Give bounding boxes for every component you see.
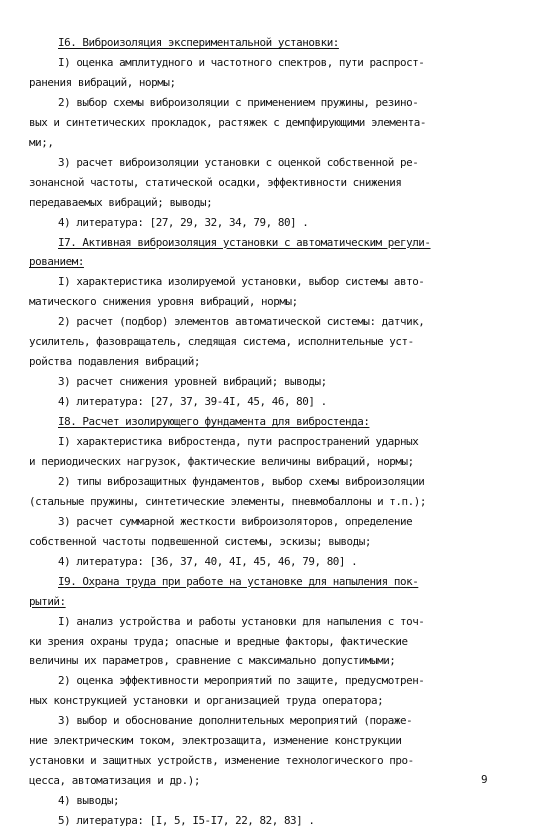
body-text-line: 2) оценка эффективности мероприятий по защите, предусмотрен- xyxy=(58,674,425,688)
body-text-line: усилитель, фазовращатель, следящая система, исполнительные уст- xyxy=(29,335,414,349)
body-text-line: ки зрения охраны труда; опасные и вредные факторы, фактические xyxy=(29,634,408,648)
body-text-line: установки и защитных устройств, изменение технологического про- xyxy=(29,754,414,768)
body-text-line: 3) расчет снижения уровней вибраций; выводы; xyxy=(58,375,327,389)
body-text-line: ми;, xyxy=(29,135,54,149)
body-text-line: и периодических нагрузок, фактические величины вибраций, нормы; xyxy=(29,454,414,468)
body-text-line: зонансной частоты, статической осадки, эффективности снижения xyxy=(29,175,402,189)
body-text-line: ных конструкцией установки и организацией труда оператора; xyxy=(29,694,384,708)
body-text-line: матического снижения уровня вибраций, нормы; xyxy=(29,295,298,309)
body-text-line: I) характеристика изолируемой установки, выбор системы авто- xyxy=(58,275,425,289)
body-text-line: ние электрическим током, электрозащита, изменение конструкции xyxy=(29,734,402,748)
body-text-line: 4) литература: [27, 37, 39-4I, 45, 46, 80] . xyxy=(58,395,327,409)
body-text-line: 3) выбор и обоснование дополнительных мероприятий (пораже- xyxy=(58,714,413,728)
body-text-line: 3) расчет суммарной жесткости виброизоляторов, определение xyxy=(58,514,413,528)
body-text-line: I) анализ устройства и работы установки для напыления с точ- xyxy=(58,614,425,628)
section-heading-line: I9. Охрана труда при работе на установке для напыления пок- xyxy=(58,574,419,588)
body-text-line: 4) выводы; xyxy=(58,794,120,808)
body-text-line: 3) расчет виброизоляции установки с оценкой собственной ре- xyxy=(58,155,419,169)
section-heading-line: I8. Расчет изолирующего фундамента для вибростенда: xyxy=(58,415,370,429)
page-number: 9 xyxy=(481,773,488,786)
body-text-line: I) оценка амплитудного и частотного спектров, пути распрост- xyxy=(58,55,425,69)
body-text-line: цесса, автоматизация и др.); xyxy=(29,774,200,788)
body-text-line: I) характеристика вибростенда, пути распространений ударных xyxy=(58,435,419,448)
body-text-line: 4) литература: [36, 37, 40, 4I, 45, 46, 79, 80] . xyxy=(58,554,358,568)
body-text-line: 5) литература: [I, 5, I5-I7, 22, 82, 83] . xyxy=(58,814,315,828)
body-text-line: 2) типы виброзащитных фундаментов, выбор схемы виброизоляции xyxy=(58,474,425,488)
section-heading-line: рованием: xyxy=(29,255,84,269)
body-text-line: 4) литература: [27, 29, 32, 34, 79, 80] . xyxy=(58,215,309,229)
body-text-line: (стальные пружины, синтетические элементы, пневмобаллоны и т.п.); xyxy=(29,494,426,508)
body-text-line: 2) расчет (подбор) элементов автоматической системы: датчик, xyxy=(58,315,425,329)
body-text-line: собственной частоты подвешенной системы, эскизы; выводы; xyxy=(29,534,371,548)
body-text-line: ранения вибраций, нормы; xyxy=(29,75,176,89)
body-text-line: 2) выбор схемы виброизоляции с применением пружины, резино- xyxy=(58,95,419,109)
body-text-line: вых и синтетических прокладок, растяжек с демпфирующими элемента- xyxy=(29,115,426,129)
section-heading-line: I7. Активная виброизоляция установки с автоматическим регули- xyxy=(58,235,431,249)
body-text-line: величины их параметров, сравнение с максимально допустимыми; xyxy=(29,654,396,668)
body-text-line: передаваемых вибраций; выводы; xyxy=(29,195,213,209)
section-heading-line: рытий: xyxy=(29,594,66,608)
section-heading-line: I6. Виброизоляция экспериментальной установки: xyxy=(58,36,339,49)
body-text-line: ройства подавления вибраций; xyxy=(29,355,200,369)
